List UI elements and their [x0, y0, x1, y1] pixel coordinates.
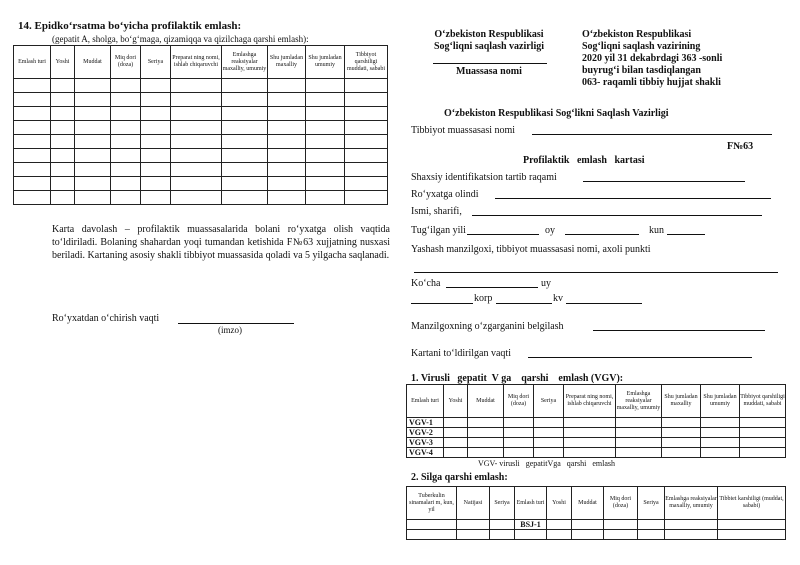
street-field[interactable]: [446, 287, 538, 288]
institution-field[interactable]: [532, 134, 772, 135]
removal-label: Ro‘yxatdan o‘chirish vaqti: [52, 313, 160, 324]
birth-month-field[interactable]: [565, 234, 639, 235]
header-left-caption: Muassasa nomi: [456, 66, 522, 77]
name-label: Ismi, sharifi,: [411, 206, 462, 217]
table-vgv: [406, 384, 786, 458]
table-vgv-header: Yoshi: [444, 385, 468, 418]
address-field[interactable]: [414, 272, 778, 273]
table-row: [14, 121, 388, 135]
header-right-line1: O‘zbekiston Respublikasi: [582, 29, 692, 40]
table-vgv-header: Emlash turi: [407, 385, 444, 418]
header-left-line2: Sog‘liqni saqlash vazirligi: [433, 41, 545, 52]
birth-label: Tug‘ilgan yili: [411, 225, 466, 236]
header-right-line4: buyrug‘i bilan tasdiqlangan: [582, 65, 701, 76]
address-change-field[interactable]: [593, 330, 765, 331]
address-label: Yashash manzilgoxi, tibbiyot muassasasi nomi, axoli punkti: [411, 244, 651, 255]
section-2-title: 2. Silga qarshi emlash:: [411, 472, 508, 483]
removal-signature-line[interactable]: [178, 323, 294, 324]
form-code: F№63: [727, 141, 754, 152]
table-row: [407, 428, 786, 438]
card-title: Profilaktik emlash kartasi: [523, 155, 645, 166]
table-bcg-header: Seriya: [638, 487, 665, 520]
table-vgv-header: Muddat: [468, 385, 504, 418]
registered-field[interactable]: [495, 198, 771, 199]
block-field[interactable]: [496, 303, 552, 304]
table-bcg-header: Natijasi: [457, 487, 490, 520]
street-label: Ko‘cha: [411, 278, 441, 289]
table-row: [407, 418, 786, 428]
row-label: VGV-1: [407, 418, 444, 428]
table-row: [14, 135, 388, 149]
id-label: Shaxsiy identifikatsion tartib raqami: [411, 172, 557, 183]
institution-label: Tibbiyot muassasasi nomi: [411, 125, 516, 136]
header-right-line3: 2020 yil 31 dekabrdagi 363 -sonli: [582, 53, 723, 64]
table-row: [14, 191, 388, 205]
header-right-line2: Sog‘liqni saqlash vazirining: [582, 41, 701, 52]
header-right: [582, 29, 722, 89]
row-label: BSJ-1: [515, 520, 547, 530]
birth-year-field[interactable]: [467, 234, 539, 235]
table-vgv-header: Shu jumladan maxalliy: [662, 385, 701, 418]
table-14: [13, 45, 388, 205]
day-label: kun: [649, 225, 664, 236]
table-bcg-header: Miq dori (doza): [604, 487, 638, 520]
table-14-header: Tibbiyot qarshiligi muddati, sababi: [345, 46, 388, 79]
table-14-header-row: [14, 46, 388, 79]
filled-date-label: Kartani to‘ldirilgan vaqti: [411, 348, 511, 359]
table-vgv-header: Tibbiyot qarshiligi muddati, sababi: [740, 385, 786, 418]
table-row: [14, 163, 388, 177]
table-14-header: Yoshi: [51, 46, 75, 79]
table-14-header: Muddat: [75, 46, 111, 79]
row-label: VGV-3: [407, 438, 444, 448]
section-14-subtitle: (gepatit A, sholga, bo‘g‘maga, qizamiqqa va qizilchaga qarshi emlash):: [52, 34, 309, 44]
filled-date-field[interactable]: [528, 357, 752, 358]
table-vgv-header: Seriya: [534, 385, 564, 418]
table-row: [14, 149, 388, 163]
name-field[interactable]: [472, 215, 762, 216]
table-bcg-header: Seriya: [490, 487, 515, 520]
table-bcg-header: Tuberkulin sinamalari m, kun, yil: [407, 487, 457, 520]
table-bcg-header: Yoshi: [547, 487, 572, 520]
table-bcg-header: Muddat: [572, 487, 604, 520]
table-14-header: Shu jumladan umumiy: [306, 46, 345, 79]
table-vgv-header: Shu jumladan umumiy: [701, 385, 740, 418]
signature-caption: (imzo): [218, 325, 242, 335]
house-label: uy: [541, 278, 551, 289]
table-vgv-header: Emlashga reaksiyalar maxalliy, umumiy: [616, 385, 662, 418]
block-prefix-field[interactable]: [411, 303, 473, 304]
registered-label: Ro‘yxatga olindi: [411, 189, 479, 200]
table-vgv-caption: VGV- virusli gepatitVga qarshi emlash: [478, 459, 616, 468]
table-bcg-header: Emlashga reaksiyalar maxalliy, umumiy: [665, 487, 718, 520]
block-label: korp: [474, 293, 493, 304]
table-bcg-header: Emlash turi: [515, 487, 547, 520]
table-row: [407, 520, 786, 530]
table-14-header: Emlash turi: [14, 46, 51, 79]
table-bcg-header: Tibbiet karshiligi (muddat, sababi): [718, 487, 786, 520]
table-vgv-header: Miq dori (doza): [504, 385, 534, 418]
row-label: VGV-4: [407, 448, 444, 458]
header-left: [424, 29, 554, 53]
table-row: [407, 448, 786, 458]
table-row: [14, 93, 388, 107]
table-row: [14, 177, 388, 191]
table-row: [14, 107, 388, 121]
table-row: [14, 79, 388, 93]
header-right-line5: 063- raqamli tibbiy hujjat shakli: [582, 77, 721, 88]
table-14-header: Miq dori (doza): [111, 46, 141, 79]
card-note: Karta davolash – profilaktik muassasalarida bolani ro‘yxatga olish vaqtida to‘ldiriladi. Bolaning shahardan yoqi tumandan ketishida F№63 xujjatning nusxasi beriladi. Kartaning asosiy shakli tibbiyot muassasida qoladi va 5 yilgacha saqlanadi.: [52, 224, 390, 261]
table-14-header: Seriya: [141, 46, 171, 79]
ministry-title: O‘zbekiston Respublikasi Sog‘likni Saqlash Vazirligi: [444, 108, 669, 119]
header-left-line1: O‘zbekiston Respublikasi: [434, 29, 544, 40]
id-field[interactable]: [583, 181, 745, 182]
table-vgv-header: Preparat ning nomi, ishlab chiqaruvchi: [564, 385, 616, 418]
table-bcg: [406, 486, 786, 540]
table-14-header: Emlashga reaksiyalar maxalliy, umumiy: [222, 46, 268, 79]
table-row: [407, 438, 786, 448]
apartment-field[interactable]: [566, 303, 642, 304]
birth-day-field[interactable]: [667, 234, 705, 235]
section-1-title: 1. Virusli gepatit V ga qarshi emlash (VGV):: [411, 373, 624, 384]
table-14-header: Preparat ning nomi, ishlab chiqaruvchi: [171, 46, 222, 79]
table-bcg-header-row: [407, 487, 786, 520]
table-vgv-header-row: [407, 385, 786, 418]
month-label: oy: [545, 225, 555, 236]
row-label: VGV-2: [407, 428, 444, 438]
table-row: [407, 530, 786, 540]
apartment-label: kv: [553, 293, 563, 304]
institution-name-line[interactable]: [433, 63, 547, 64]
section-14-title: 14. Epidko‘rsatma bo‘yicha profilaktik emlash:: [18, 20, 242, 32]
address-change-label: Manzilgoxning o‘zgarganini belgilash: [411, 321, 564, 332]
table-14-header: Shu jumladan maxalliy: [268, 46, 306, 79]
